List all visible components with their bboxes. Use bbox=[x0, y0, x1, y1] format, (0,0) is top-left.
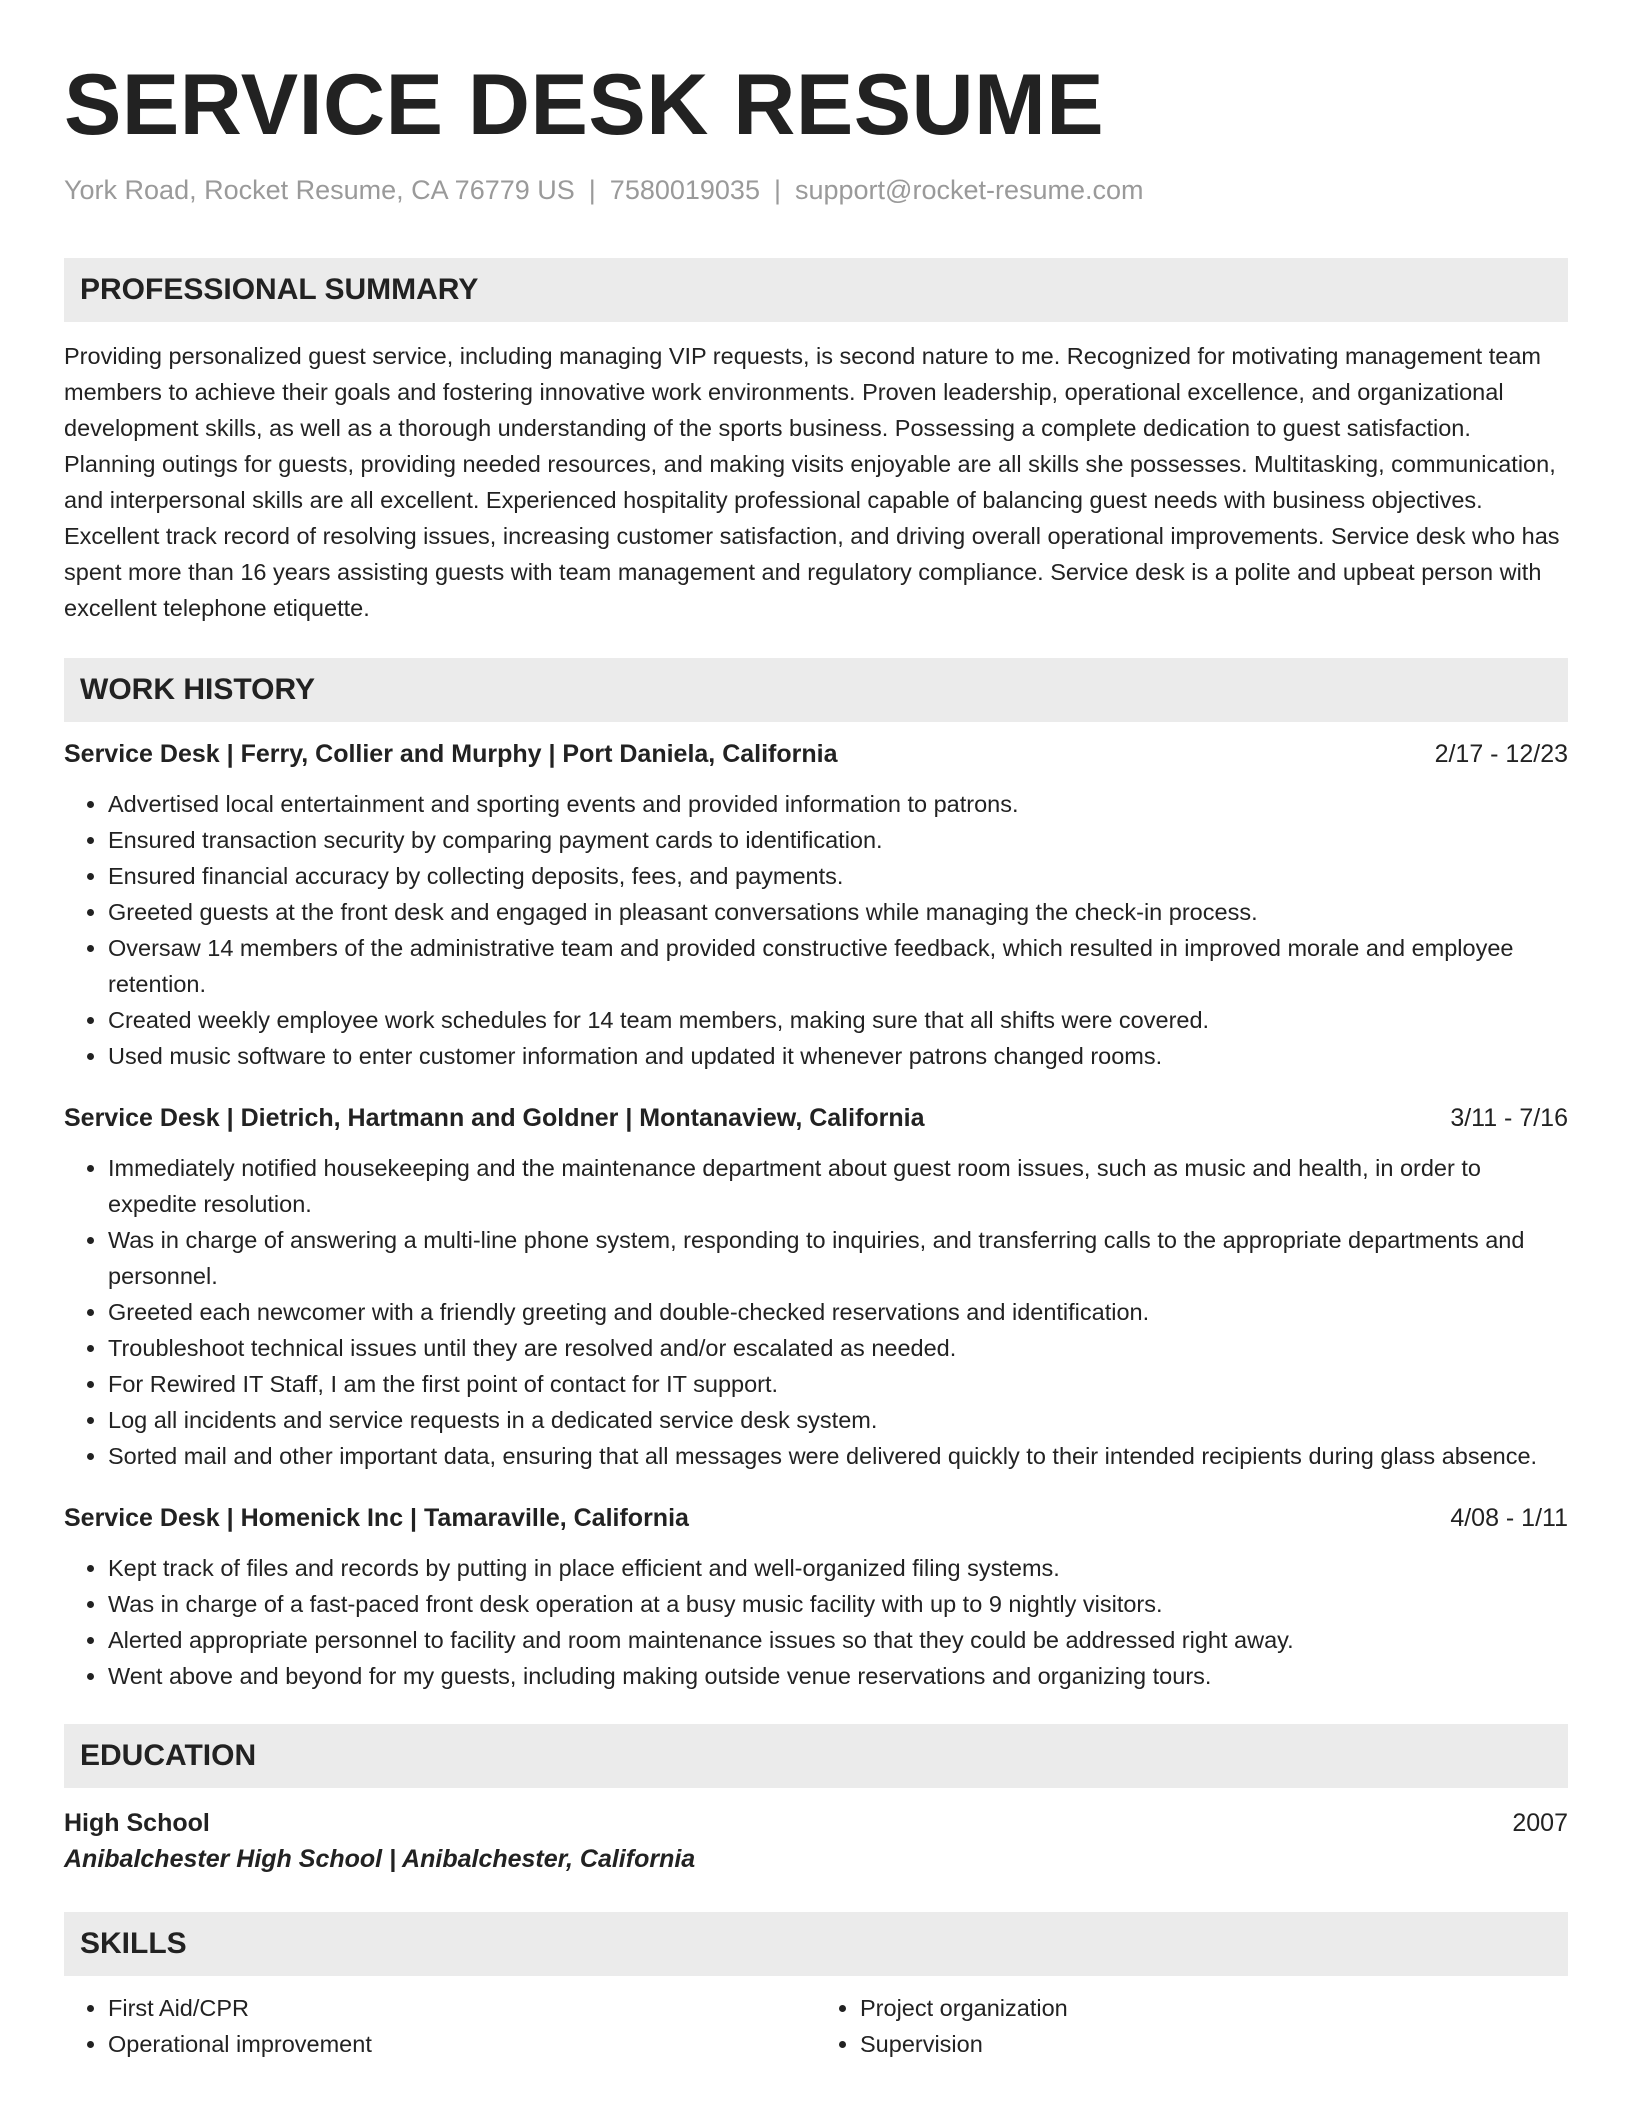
job-entry bbox=[64, 1102, 1568, 1474]
job-dates: 2/17 - 12/23 bbox=[1434, 740, 1568, 769]
skills-column-right bbox=[816, 1990, 1568, 2062]
job-bullet: • Oversaw 14 members of the administrative team and provided constructive feedback, which resulted in improved morale and employee retention. bbox=[108, 930, 1568, 1002]
job-bullet: • Advertised local entertainment and sporting events and provided information to patrons. bbox=[108, 786, 1568, 822]
resume-title: SERVICE DESK RESUME bbox=[64, 57, 1105, 153]
contact-line bbox=[64, 174, 1568, 206]
job-title: Service Desk | Homenick Inc | Tamaraville, California bbox=[64, 1504, 689, 1533]
job-dates: 3/11 - 7/16 bbox=[1450, 1104, 1568, 1133]
section-heading-education: EDUCATION bbox=[64, 1724, 1568, 1788]
job-bullet: • Was in charge of answering a multi-line phone system, responding to inquiries, and transferring calls to the appropriate departments and personnel. bbox=[108, 1222, 1568, 1294]
job-title: Service Desk | Dietrich, Hartmann and Goldner | Montanaview, California bbox=[64, 1104, 925, 1133]
job-bullet: • Ensured transaction security by comparing payment cards to identification. bbox=[108, 822, 1568, 858]
job-bullet: • Kept track of files and records by putting in place efficient and well-organized filing systems. bbox=[108, 1550, 1568, 1586]
contact-separator: | bbox=[773, 175, 781, 205]
job-bullet: • Ensured financial accuracy by collecting deposits, fees, and payments. bbox=[108, 858, 1568, 894]
job-bullets bbox=[64, 1150, 1568, 1474]
job-entry bbox=[64, 738, 1568, 1074]
job-bullet: • Used music software to enter customer information and updated it whenever patrons changed rooms. bbox=[108, 1038, 1568, 1074]
summary-text: Providing personalized guest service, including managing VIP requests, is second nature to me. Recognized for motivating management team members to achieve their goals and fostering innovative work environments. Proven leadership, operational excellence, and organizational development skills, as well as a thorough understanding of the sports business. Possessing a complete dedication to guest satisfaction. Planning outings for guests, providing needed resources, and making visits enjoyable are all skills she possesses. Multitasking, communication, and interpersonal skills are all excellent. Experienced hospitality professional capable of balancing guest needs with business objectives. Excellent track record of resolving issues, increasing customer satisfaction, and driving overall operational improvements. Service desk who has spent more than 16 years assisting guests with team management and regulatory compliance. Service desk is a polite and upbeat person with excellent telephone etiquette. bbox=[64, 343, 1560, 622]
section-heading-skills: SKILLS bbox=[64, 1912, 1568, 1976]
job-bullet: • Greeted guests at the front desk and engaged in pleasant conversations while managing the check-in process. bbox=[108, 894, 1568, 930]
job-dates: 4/08 - 1/11 bbox=[1450, 1504, 1568, 1533]
skill-item: • Operational improvement bbox=[108, 2026, 816, 2062]
job-bullet: • Troubleshoot technical issues until they are resolved and/or escalated as needed. bbox=[108, 1330, 1568, 1366]
skill-item: • Supervision bbox=[860, 2026, 1568, 2062]
job-bullets bbox=[64, 1550, 1568, 1694]
skills-column-left bbox=[64, 1990, 816, 2062]
job-bullet: • Went above and beyond for my guests, including making outside venue reservations and organizing tours. bbox=[108, 1658, 1568, 1694]
skills-list bbox=[64, 1990, 1568, 2062]
job-bullet: • Alerted appropriate personnel to facility and room maintenance issues so that they could be addressed right away. bbox=[108, 1622, 1568, 1658]
education-school: Anibalchester High School | Anibalchester, California bbox=[64, 1845, 696, 1874]
job-bullet: • Sorted mail and other important data, ensuring that all messages were delivered quickly to their intended recipients during glass absence. bbox=[108, 1438, 1568, 1474]
job-bullet: • Greeted each newcomer with a friendly greeting and double-checked reservations and identification. bbox=[108, 1294, 1568, 1330]
job-entry bbox=[64, 1502, 1568, 1694]
education-year: 2007 bbox=[1512, 1809, 1568, 1838]
contact-separator: | bbox=[588, 175, 596, 205]
job-bullet: • Immediately notified housekeeping and the maintenance department about guest room issues, such as music and health, in order to expedite resolution. bbox=[108, 1150, 1568, 1222]
skill-item: • First Aid/CPR bbox=[108, 1990, 816, 2026]
education-degree: High School bbox=[64, 1809, 210, 1838]
section-heading-work-history: WORK HISTORY bbox=[64, 658, 1568, 722]
contact-address: York Road, Rocket Resume, CA 76779 US bbox=[64, 175, 575, 205]
skill-item: • Project organization bbox=[860, 1990, 1568, 2026]
contact-email: support@rocket-resume.com bbox=[794, 175, 1144, 205]
education-row bbox=[64, 1806, 1568, 1840]
job-bullet: • Created weekly employee work schedules for 14 team members, making sure that all shifts were covered. bbox=[108, 1002, 1568, 1038]
section-heading-summary: PROFESSIONAL SUMMARY bbox=[64, 258, 1568, 322]
job-title: Service Desk | Ferry, Collier and Murphy | Port Daniela, California bbox=[64, 740, 838, 769]
job-bullet: • Was in charge of a fast-paced front desk operation at a busy music facility with up to 9 nightly visitors. bbox=[108, 1586, 1568, 1622]
job-bullet: • Log all incidents and service requests in a dedicated service desk system. bbox=[108, 1402, 1568, 1438]
job-bullets bbox=[64, 786, 1568, 1074]
contact-phone: 7580019035 bbox=[609, 175, 760, 205]
job-bullet: • For Rewired IT Staff, I am the first point of contact for IT support. bbox=[108, 1366, 1568, 1402]
